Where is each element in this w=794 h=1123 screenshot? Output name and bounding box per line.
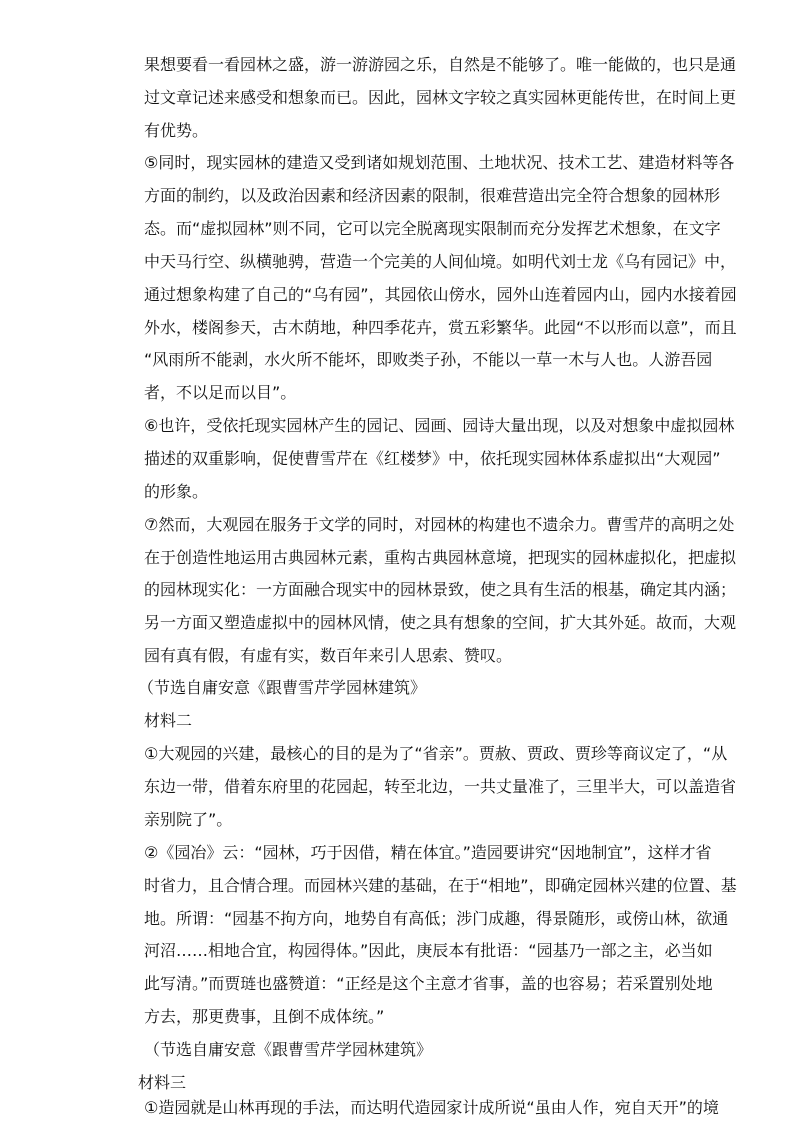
text-line: 中天马行空、纵横驰骋，营造一个完美的人间仙境。如明代刘士龙《乌有园记》中， [144, 252, 737, 271]
text-line: 描述的双重影响，促使曹雪芹在《红楼梦》中，依托现实园林体系虚拟出“大观园” [144, 449, 721, 468]
text-line: “风雨所不能剥，水火所不能坏，即败类子孙，不能以一草一木与人也。人游吾园 [144, 350, 713, 369]
text-line: 另一方面又塑造虚拟中的园林风情，使之具有想象的空间，扩大其外延。故而，大观 [144, 613, 737, 632]
text-line: 河沼……相地合宜，构园得体。”因此，庚辰本有批语：“园基乃一部之主，必当如 [144, 941, 713, 960]
text-line: 园有真有假，有虚有实，数百年来引人思索、赞叹。 [144, 646, 513, 665]
text-line: 亲别院了”。 [144, 810, 233, 829]
source-citation: （节选自庸安意《跟曹雪芹学园林建筑》 [138, 678, 427, 697]
paragraph-5-start: ⑤同时，现实园林的建造又受到诸如规划范围、土地状况、技术工艺、建造材料等各 [144, 153, 735, 172]
text-line: 在于创造性地运用古典园林元素，重构古典园林意境，把现实的园林虚拟化，把虚拟 [144, 548, 737, 567]
text-line: 者，不以足而以目”。 [144, 383, 297, 402]
text-line: 果想要看一看园林之盛，游一游游园之乐，自然是不能够了。唯一能做的，也只是通 [144, 55, 737, 74]
text-line: 有优势。 [144, 121, 209, 140]
paragraph-1-start: ①大观园的兴建，最核心的目的是为了“省亲”。贾赦、贾政、贾珍等商议定了，“从 [144, 744, 728, 763]
text-line: 此写清。”而贾琏也盛赞道：“正经是这个主意才省事，盖的也容易；若采置别处地 [144, 974, 713, 993]
text-line: 方去，那更费事，且倒不成体统。” [144, 1007, 385, 1026]
paragraph-7-start: ⑦然而，大观园在服务于文学的同时，对园林的构建也不遗余力。曹雪芹的高明之处 [144, 515, 735, 534]
text-line: 方面的制约，以及政治因素和经济因素的限制，很难营造出完全符合想象的园林形 [144, 186, 721, 205]
section-heading-material-2: 材料二 [144, 711, 193, 730]
text-line: 地。所谓：“园基不拘方向，地势自有高低；涉门成趣，得景随形，或傍山林，欲通 [144, 909, 729, 928]
text-line: 通过想象构建了自己的“乌有园”，其园依山傍水，园外山连着园内山，园内水接着园 [144, 285, 737, 304]
text-line: 的园林现实化：一方面融合现实中的园林景致，使之具有生活的根基，确定其内涵； [144, 580, 737, 599]
text-line: 过文章记述来感受和想象而已。因此，园林文字较之真实园林更能传世，在时间上更 [144, 88, 737, 107]
text-line: 态。而“虚拟园林”则不同，它可以完全脱离现实限制而充分发挥艺术想象，在文字 [144, 219, 721, 238]
text-line: 的形象。 [144, 482, 209, 501]
text-line: （节选自庸安意《跟曹雪芹学园林建筑》 [144, 1040, 433, 1059]
source-citation: 材料三 [138, 1073, 187, 1092]
text-line: 东边一带，借着东府里的花园起，转至北边，一共丈量准了，三里半大，可以盖造省 [144, 777, 737, 796]
text-line: ①造园就是山林再现的手法，而达明代造园家计成所说“虽由人作，宛自天开”的境 [144, 1098, 719, 1117]
text-line: 时省力，且合情合理。而园林兴建的基础，在于“相地”，即确定园林兴建的位置、基 [144, 876, 737, 895]
paragraph-6-start: ⑥也许，受依托现实园林产生的园记、园画、园诗大量出现，以及对想象中虚拟园林 [144, 416, 735, 435]
paragraph-2-start: ②《园冶》云：“园林，巧于因借，精在体宜。”造园要讲究“因地制宜”，这样才省 [144, 843, 712, 862]
text-line: 外水，楼阁参天，古木荫地，种四季花卉，赏五彩繁华。此园“不以形而以意”，而且 [144, 318, 737, 337]
